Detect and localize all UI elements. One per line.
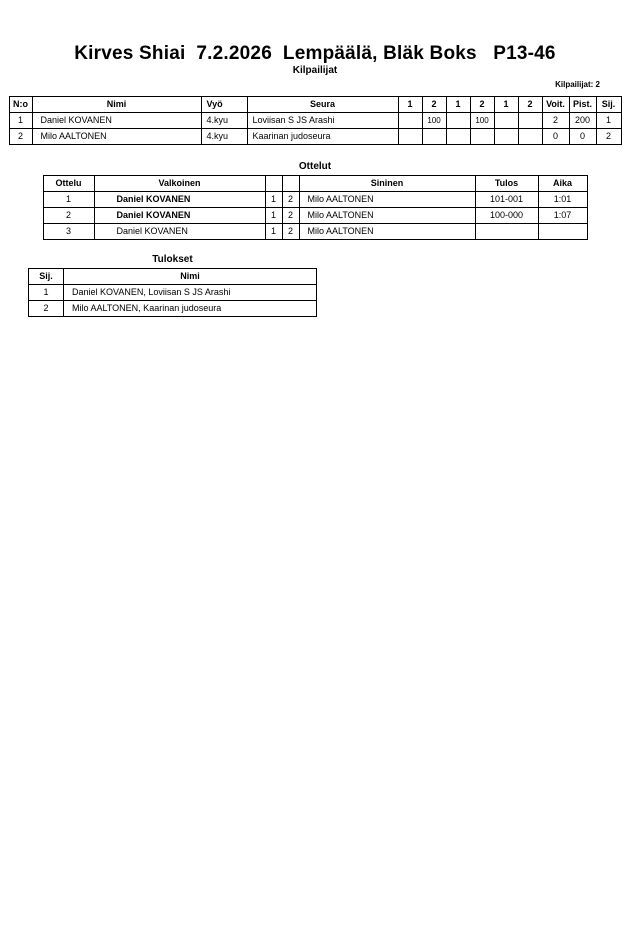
cell-n2: 2: [282, 208, 299, 224]
cell-n2: 2: [282, 224, 299, 240]
cell-n2: 2: [282, 192, 299, 208]
column-header-points: Pist.: [569, 97, 596, 113]
table-row: [43, 192, 587, 208]
column-header-white: Valkoinen: [94, 176, 265, 192]
column-header-name: Nimi: [64, 269, 317, 285]
cell-name: Daniel KOVANEN, Loviisan S JS Arashi: [64, 285, 317, 301]
results-table: [28, 268, 317, 317]
cell-score-2: [422, 129, 446, 145]
cell-score-3: [446, 113, 470, 129]
cell-score-3: [446, 129, 470, 145]
column-header-name: Nimi: [32, 97, 201, 113]
table-row: [29, 301, 317, 317]
column-header-match-1: 1: [398, 97, 422, 113]
cell-score-5: [494, 129, 518, 145]
table-row: [9, 129, 621, 145]
cell-score-6: [518, 113, 542, 129]
cell-result: 100-000: [475, 208, 538, 224]
cell-rank: 2: [29, 301, 64, 317]
cell-match-no: 3: [43, 224, 94, 240]
results-heading: Tulokset: [152, 254, 193, 265]
table-row: [9, 113, 621, 129]
cell-white: Daniel KOVANEN: [94, 224, 265, 240]
cell-time: 1:07: [538, 208, 587, 224]
table-row: [43, 208, 587, 224]
cell-score-2: 100: [422, 113, 446, 129]
competitors-table: [9, 96, 622, 145]
cell-club: Kaarinan judoseura: [247, 129, 398, 145]
table-row: [43, 224, 587, 240]
cell-rank: 2: [596, 129, 621, 145]
cell-club: Loviisan S JS Arashi: [247, 113, 398, 129]
cell-result: 101-001: [475, 192, 538, 208]
cell-belt: 4.kyu: [201, 129, 247, 145]
cell-time: 1:01: [538, 192, 587, 208]
cell-score-1: [398, 129, 422, 145]
column-header-rank: Sij.: [596, 97, 621, 113]
cell-match-no: 2: [43, 208, 94, 224]
table-header-row: [43, 176, 587, 192]
column-header-result: Tulos: [475, 176, 538, 192]
column-header-rank: Sij.: [29, 269, 64, 285]
cell-blue: Milo AALTONEN: [299, 192, 475, 208]
cell-no: 1: [9, 113, 32, 129]
cell-match-no: 1: [43, 192, 94, 208]
cell-score-6: [518, 129, 542, 145]
column-header-blue: Sininen: [299, 176, 475, 192]
cell-score-4: 100: [470, 113, 494, 129]
column-header-time: Aika: [538, 176, 587, 192]
column-header-match-6: 2: [518, 97, 542, 113]
cell-name: Milo AALTONEN: [32, 129, 201, 145]
competitors-count: Kilpailijat: 2: [555, 80, 600, 89]
competitors-heading: Kilpailijat: [292, 65, 338, 76]
column-header-match-4: 2: [470, 97, 494, 113]
column-header-match-5: 1: [494, 97, 518, 113]
page-title: Kirves Shiai 7.2.2026 Lempäälä, Bläk Boks P13-46: [74, 43, 556, 64]
cell-no: 2: [9, 129, 32, 145]
cell-blue: Milo AALTONEN: [299, 224, 475, 240]
competitors-count-row: [0, 79, 630, 93]
column-header-belt: Vyö: [201, 97, 247, 113]
cell-wins: 2: [542, 113, 569, 129]
cell-blue: Milo AALTONEN: [299, 208, 475, 224]
column-header-n2: [282, 176, 299, 192]
cell-name: Milo AALTONEN, Kaarinan judoseura: [64, 301, 317, 317]
column-header-club: Seura: [247, 97, 398, 113]
cell-name: Daniel KOVANEN: [32, 113, 201, 129]
cell-points: 200: [569, 113, 596, 129]
cell-belt: 4.kyu: [201, 113, 247, 129]
cell-score-1: [398, 113, 422, 129]
cell-rank: 1: [596, 113, 621, 129]
column-header-match-2: 2: [422, 97, 446, 113]
cell-score-5: [494, 113, 518, 129]
cell-n1: 1: [265, 224, 282, 240]
document-page: [0, 43, 630, 934]
cell-result: [475, 224, 538, 240]
cell-wins: 0: [542, 129, 569, 145]
cell-rank: 1: [29, 285, 64, 301]
matches-table: [43, 175, 588, 240]
column-header-match-3: 1: [446, 97, 470, 113]
column-header-wins: Voit.: [542, 97, 569, 113]
cell-n1: 1: [265, 208, 282, 224]
cell-white: Daniel KOVANEN: [94, 192, 265, 208]
cell-score-4: [470, 129, 494, 145]
matches-heading: Ottelut: [298, 161, 332, 172]
cell-points: 0: [569, 129, 596, 145]
cell-white: Daniel KOVANEN: [94, 208, 265, 224]
column-header-match-no: Ottelu: [43, 176, 94, 192]
column-header-n1: [265, 176, 282, 192]
column-header-no: N:o: [9, 97, 32, 113]
table-header-row: [29, 269, 317, 285]
table-row: [29, 285, 317, 301]
cell-n1: 1: [265, 192, 282, 208]
cell-time: [538, 224, 587, 240]
competitors-heading-row: [0, 65, 630, 79]
table-header-row: [9, 97, 621, 113]
